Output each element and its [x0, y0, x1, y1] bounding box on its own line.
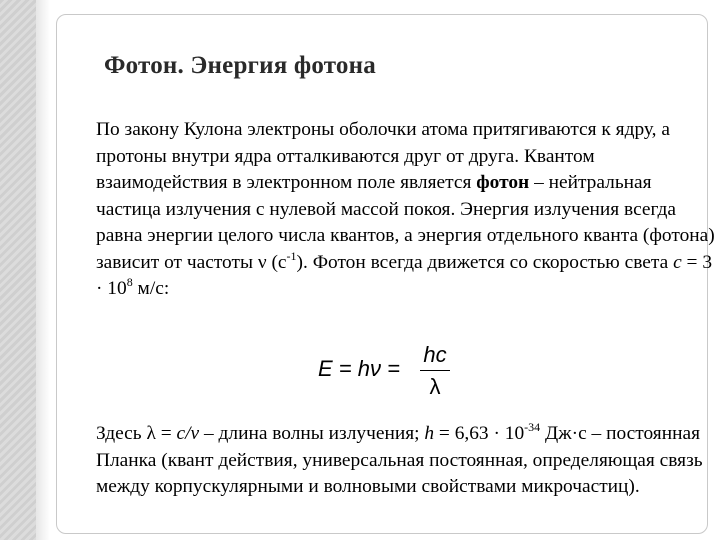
p1-text-5: = 3 · 10 — [96, 251, 713, 299]
paragraph-wavelength-planck — [96, 421, 716, 501]
p2-text-2: – длина волны излучения; — [199, 423, 425, 444]
formula-denominator: λ — [429, 374, 441, 399]
formula-lhs: E = hν = — [318, 356, 400, 381]
sidebar-shadow — [36, 0, 50, 540]
p2-h-symbol: h — [424, 423, 435, 444]
p1-text-6: м/с: — [132, 278, 170, 299]
p2-text-4: Дж·с – постоянная Планка (квант действия, универсальная постоянная, определяющая связь между корпускулярными и волновыми свойствами микрочастиц). — [96, 423, 703, 497]
p1-nu-symbol: ν — [257, 251, 267, 273]
p1-text-3: (с — [266, 251, 287, 273]
p1-c-symbol: с — [673, 251, 682, 273]
formula-numerator: hc — [423, 342, 447, 367]
decorative-sidebar — [0, 0, 36, 540]
energy-formula — [318, 340, 458, 406]
slide-title: Фотон. Энергия фотона — [104, 52, 376, 79]
p1-superscript-1: -1 — [286, 248, 297, 263]
p1-bold-term: фотон — [476, 172, 530, 193]
formula-fraction — [418, 340, 452, 401]
p1-text-1: По закону Кулона электроны оболочки атома притягиваются к ядру, а протоны внутри ядра отталкиваются друг от друга. Квантом взаимодействия в электронном поле является — [96, 119, 670, 193]
p2-text-1: Здесь λ = — [96, 423, 177, 444]
p1-superscript-2: 8 — [126, 275, 133, 289]
p1-text-4: ). Фотон всегда движется со скоростью света — [296, 251, 674, 273]
p1-text-2: – нейтральная частица излучения с нулевой массой покоя. Энергия излучения всегда равна энергии целого числа квантов, а энергия отдельного кванта (фотона) зависит от частоты — [96, 172, 715, 273]
p2-text-3: = 6,63 · 10 — [434, 423, 525, 444]
paragraph-photon-definition — [96, 117, 716, 303]
p2-c-over-nu: c/ν — [176, 423, 200, 444]
p2-superscript: -34 — [524, 420, 541, 434]
